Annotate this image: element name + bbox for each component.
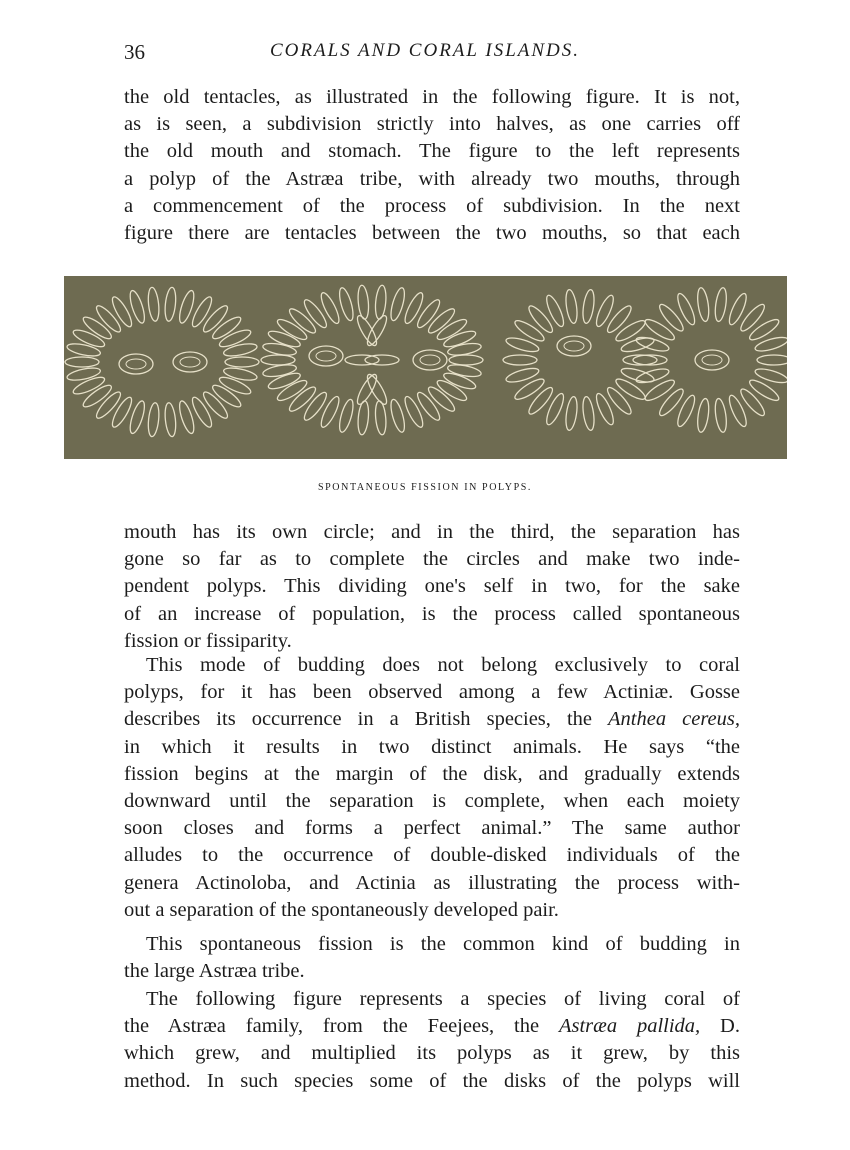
- species-name: Anthea cereus,: [608, 708, 740, 731]
- tentacle: [713, 398, 728, 433]
- tentacle: [726, 292, 749, 327]
- polyp-mouth: [173, 352, 207, 372]
- paragraph-3: [124, 652, 740, 924]
- tentacle: [402, 291, 426, 326]
- tentacle: [512, 317, 546, 344]
- paragraph-5: [124, 986, 740, 1095]
- text-line: of an increase of population, is the process called spontaneous: [124, 602, 740, 625]
- text-line: This spontaneous fission is the common kind of budding in: [146, 933, 740, 955]
- tentacle: [656, 302, 686, 334]
- tentacle: [337, 286, 356, 321]
- paragraph-2: [124, 519, 740, 655]
- text-line: [124, 706, 740, 733]
- tentacle: [754, 335, 787, 354]
- tentacle: [200, 389, 230, 421]
- polyp-mouth-inner: [702, 355, 722, 365]
- polyp-mouth: [557, 336, 591, 356]
- tentacle: [581, 396, 596, 431]
- tentacle: [604, 303, 634, 335]
- tentacle: [365, 355, 399, 365]
- text-segment: D.: [700, 1015, 740, 1038]
- polyp-mouth-inner: [420, 355, 440, 365]
- tentacle: [200, 303, 230, 335]
- tentacle: [442, 328, 477, 350]
- tentacle: [503, 355, 537, 365]
- text-segment: the Astræa family, from the Feejees, the: [124, 1015, 559, 1038]
- tentacle: [402, 394, 426, 429]
- tentacle: [604, 385, 634, 417]
- tentacle: [337, 398, 356, 433]
- tentacle: [447, 363, 482, 379]
- polyp-mouth-inner: [316, 351, 336, 361]
- polyp-mouth-inner: [126, 359, 146, 369]
- tentacle: [66, 366, 101, 383]
- tentacle: [66, 341, 101, 358]
- tentacle: [374, 400, 387, 435]
- tentacle: [675, 292, 698, 327]
- text-line: alludes to the occurrence of double-disked individuals of the: [124, 844, 740, 867]
- paragraph-4: [124, 931, 740, 985]
- text-line: genera Actinoloba, and Actinia as illustrating the process with-: [124, 871, 740, 894]
- tentacle: [275, 377, 309, 403]
- tentacle: [449, 355, 483, 365]
- tentacle: [301, 297, 329, 330]
- text-line: [124, 1013, 740, 1040]
- tentacle: [164, 402, 177, 437]
- tentacle: [388, 398, 407, 433]
- tentacle: [757, 355, 787, 365]
- tentacle: [643, 316, 677, 343]
- tentacle: [738, 302, 768, 334]
- tentacle: [388, 286, 407, 321]
- tentacle: [261, 355, 295, 365]
- text-line: as is seen, a subdivision strictly into halves, as one carries off: [124, 113, 740, 136]
- tentacle: [447, 341, 482, 357]
- text-line: fission begins at the margin of the disk, and gradually extends: [124, 762, 740, 785]
- tentacle: [225, 357, 259, 367]
- tentacle: [301, 390, 329, 423]
- tentacle: [613, 376, 647, 403]
- page-number: 36: [124, 40, 145, 64]
- tentacle: [223, 366, 258, 383]
- tentacle: [593, 293, 616, 328]
- tentacle: [512, 376, 546, 403]
- tentacle: [357, 400, 370, 435]
- text-line: the old tentacles, as illustrated in the following figure. It is not,: [124, 86, 740, 108]
- tentacle: [275, 316, 309, 342]
- text-line: in which it results in two distinct animals. He says “the: [124, 735, 740, 758]
- tentacle: [747, 377, 781, 404]
- polyp-mouth: [413, 350, 447, 370]
- running-title: CORALS AND CORAL ISLANDS.: [269, 40, 581, 61]
- tentacle: [147, 287, 160, 322]
- tentacle: [414, 297, 442, 330]
- tentacle: [442, 370, 477, 392]
- tentacle: [345, 355, 379, 365]
- tentacle: [713, 287, 728, 322]
- species-name: Astræa pallida,: [558, 1015, 701, 1038]
- text-segment: describes its occurrence in a British species, the: [124, 708, 609, 731]
- text-line: out a separation of the spontaneously developed pair.: [124, 898, 559, 921]
- tentacle: [726, 393, 749, 428]
- polyp-mouth: [695, 350, 729, 370]
- text-line: mouth has its own circle; and in the third, the separation has: [124, 521, 740, 543]
- tentacle: [643, 377, 677, 404]
- tentacle: [414, 390, 442, 423]
- polyp-mouth-inner: [564, 341, 584, 351]
- tentacle: [267, 370, 302, 392]
- tentacle: [696, 398, 711, 433]
- tentacle: [262, 341, 297, 357]
- text-line: This mode of budding does not belong exclusively to coral: [146, 654, 740, 676]
- text-line: downward until the separation is complete, when each moiety: [124, 790, 740, 813]
- tentacle: [435, 377, 469, 403]
- tentacle: [164, 287, 177, 322]
- text-line: method. In such species some of the disks of the polyps will: [124, 1069, 740, 1092]
- text-line: pendent polyps. This dividing one's self in two, for the sake: [124, 575, 740, 598]
- tentacle: [223, 341, 258, 358]
- polyp-fission-illustration: [64, 276, 787, 459]
- tentacle: [696, 287, 711, 322]
- tentacle: [505, 335, 540, 354]
- tentacle: [581, 289, 596, 324]
- tentacle: [318, 291, 342, 326]
- tentacle: [544, 293, 567, 328]
- text-line: fission or fissiparity.: [124, 629, 292, 652]
- polyp-mouth-inner: [180, 357, 200, 367]
- figure-caption: SPONTANEOUS FISSION IN POLYPS.: [317, 482, 532, 493]
- tentacle: [357, 285, 370, 320]
- tentacle: [318, 394, 342, 429]
- tentacle: [93, 389, 123, 421]
- text-line: a commencement of the process of subdivision. In the next: [124, 194, 740, 217]
- tentacle: [374, 285, 387, 320]
- tentacle: [544, 392, 567, 427]
- polyp-mouth: [119, 354, 153, 374]
- polyp-drawing: [64, 276, 787, 459]
- text-line: polyps, for it has been observed among a few Actiniæ. Gosse: [124, 681, 740, 704]
- page-header: [0, 40, 850, 70]
- text-line: gone so far as to complete the circles and make two inde-: [124, 548, 740, 571]
- text-line: soon closes and forms a perfect animal.” The same author: [124, 817, 740, 840]
- tentacle: [526, 385, 556, 417]
- tentacle: [435, 316, 469, 342]
- tentacle: [65, 357, 99, 367]
- tentacle: [267, 328, 302, 350]
- text-line: the large Astræa tribe.: [124, 960, 305, 983]
- text-line: the old mouth and stomach. The figure to the left represents: [124, 140, 740, 163]
- paragraph-1: [124, 84, 740, 247]
- tentacle: [613, 317, 647, 344]
- tentacle: [93, 303, 123, 335]
- text-line: which grew, and multiplied its polyps as it grew, by this: [124, 1042, 740, 1065]
- polyp-mouth: [309, 346, 343, 366]
- tentacle: [593, 392, 616, 427]
- text-line: The following figure represents a species of living coral of: [146, 988, 740, 1010]
- tentacle: [564, 289, 579, 324]
- tentacle: [738, 386, 768, 418]
- text-line: a polyp of the Astræa tribe, with already two mouths, through: [124, 167, 740, 190]
- tentacle: [754, 366, 787, 385]
- tentacle: [505, 366, 540, 385]
- tentacle: [747, 316, 781, 343]
- tentacle: [526, 303, 556, 335]
- tentacle: [147, 402, 160, 437]
- tentacle: [675, 393, 698, 428]
- tentacle: [564, 396, 579, 431]
- text-line: figure there are tentacles between the two mouths, so that each: [124, 222, 740, 245]
- tentacle: [656, 386, 686, 418]
